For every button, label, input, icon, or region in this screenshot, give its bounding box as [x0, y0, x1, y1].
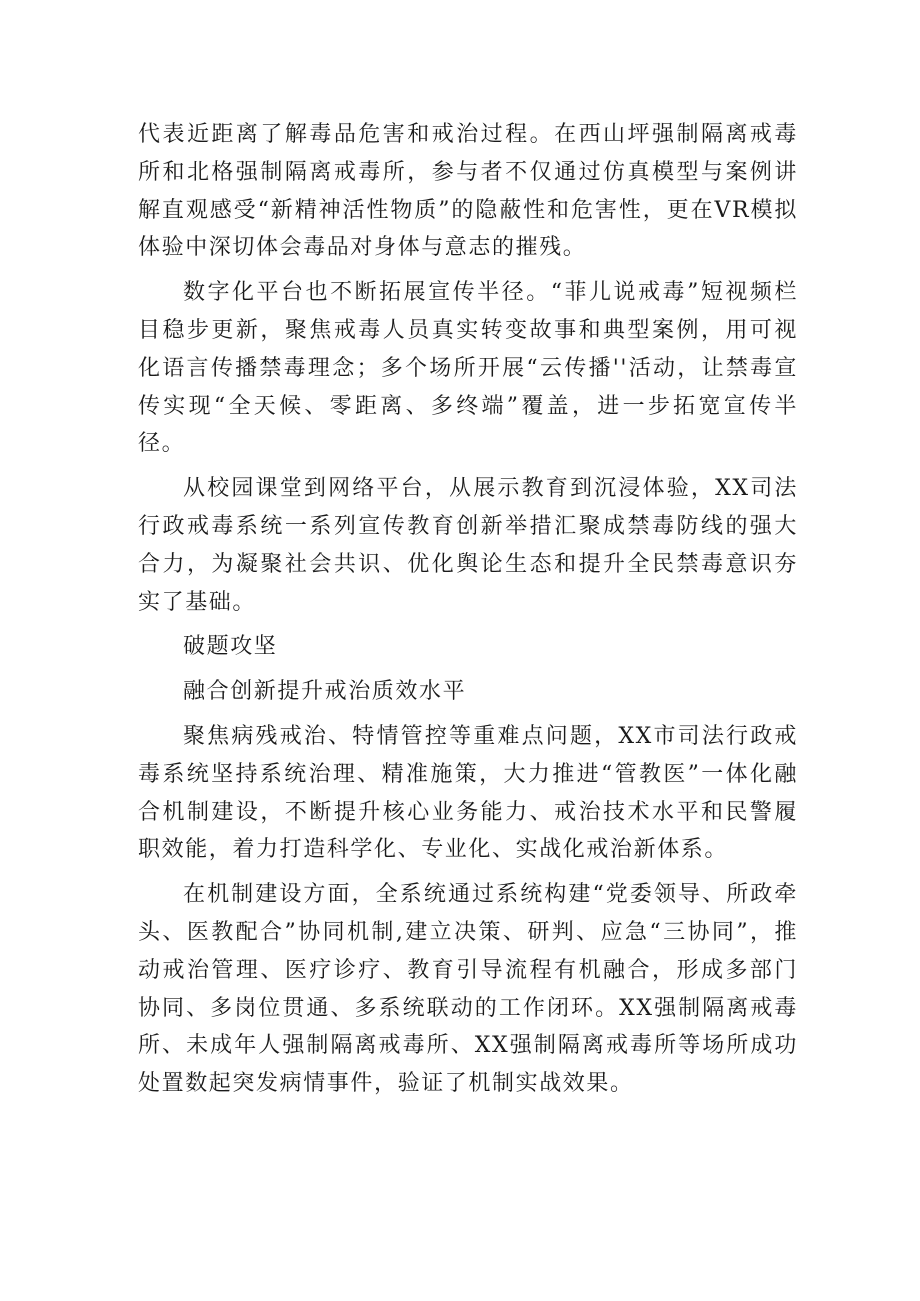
paragraph-mechanism-building: 在机制建设方面，全系统通过系统构建“党委领导、所政牵头、医教配合”协同机制,建立决策、研判、应急“三协同”，推动戒治管理、医疗诊疗、教育引导流程有机融合，形成多部门协同、多岗位贯通、多系统联动的工作闭环。XX强制隔离戒毒所、未成年人强制隔离戒毒所、XX强制隔离戒毒所等场所成功处置数起突发病情事件，验证了机制实战效果。 [138, 882, 798, 1097]
paragraph-education-summary: 从校园课堂到网络平台，从展示教育到沉浸体验，XX司法行政戒毒系统一系列宣传教育创新举措汇聚成禁毒防线的强大合力，为凝聚社会共识、优化舆论生态和提升全民禁毒意识夯实了基础。 [138, 476, 798, 615]
section-subheading-integration: 融合创新提升戒治质效水平 [183, 679, 467, 705]
section-heading-breakthrough: 破题攻坚 [183, 634, 278, 660]
paragraph-digital-platform: 数字化平台也不断拓展宣传半径。“菲儿说戒毒”短视频栏目稳步更新，聚焦戒毒人员真实转变故事和典型案例，用可视化语言传播禁毒理念；多个场所开展“云传播''活动，让禁毒宣传实现“全天候、零距离、多终端”覆盖，进一步拓宽宣传半径。 [138, 280, 798, 457]
paragraph-key-problems: 聚焦病残戒治、特情管控等重难点问题，XX市司法行政戒毒系统坚持系统治理、精准施策，大力推进“管教医”一体化融合机制建设，不断提升核心业务能力、戒治技术水平和民警履职效能，着力打造科学化、专业化、实战化戒治新体系。 [138, 723, 798, 863]
paragraph-visitor-experience: 代表近距离了解毒品危害和戒治过程。在西山坪强制隔离戒毒所和北格强制隔离戒毒所，参与者不仅通过仿真模型与案例讲解直观感受“新精神活性物质”的隐蔽性和危害性，更在VR模拟体验中深切体会毒品对身体与意志的摧残。 [138, 122, 798, 261]
document-body [138, 116, 798, 1103]
